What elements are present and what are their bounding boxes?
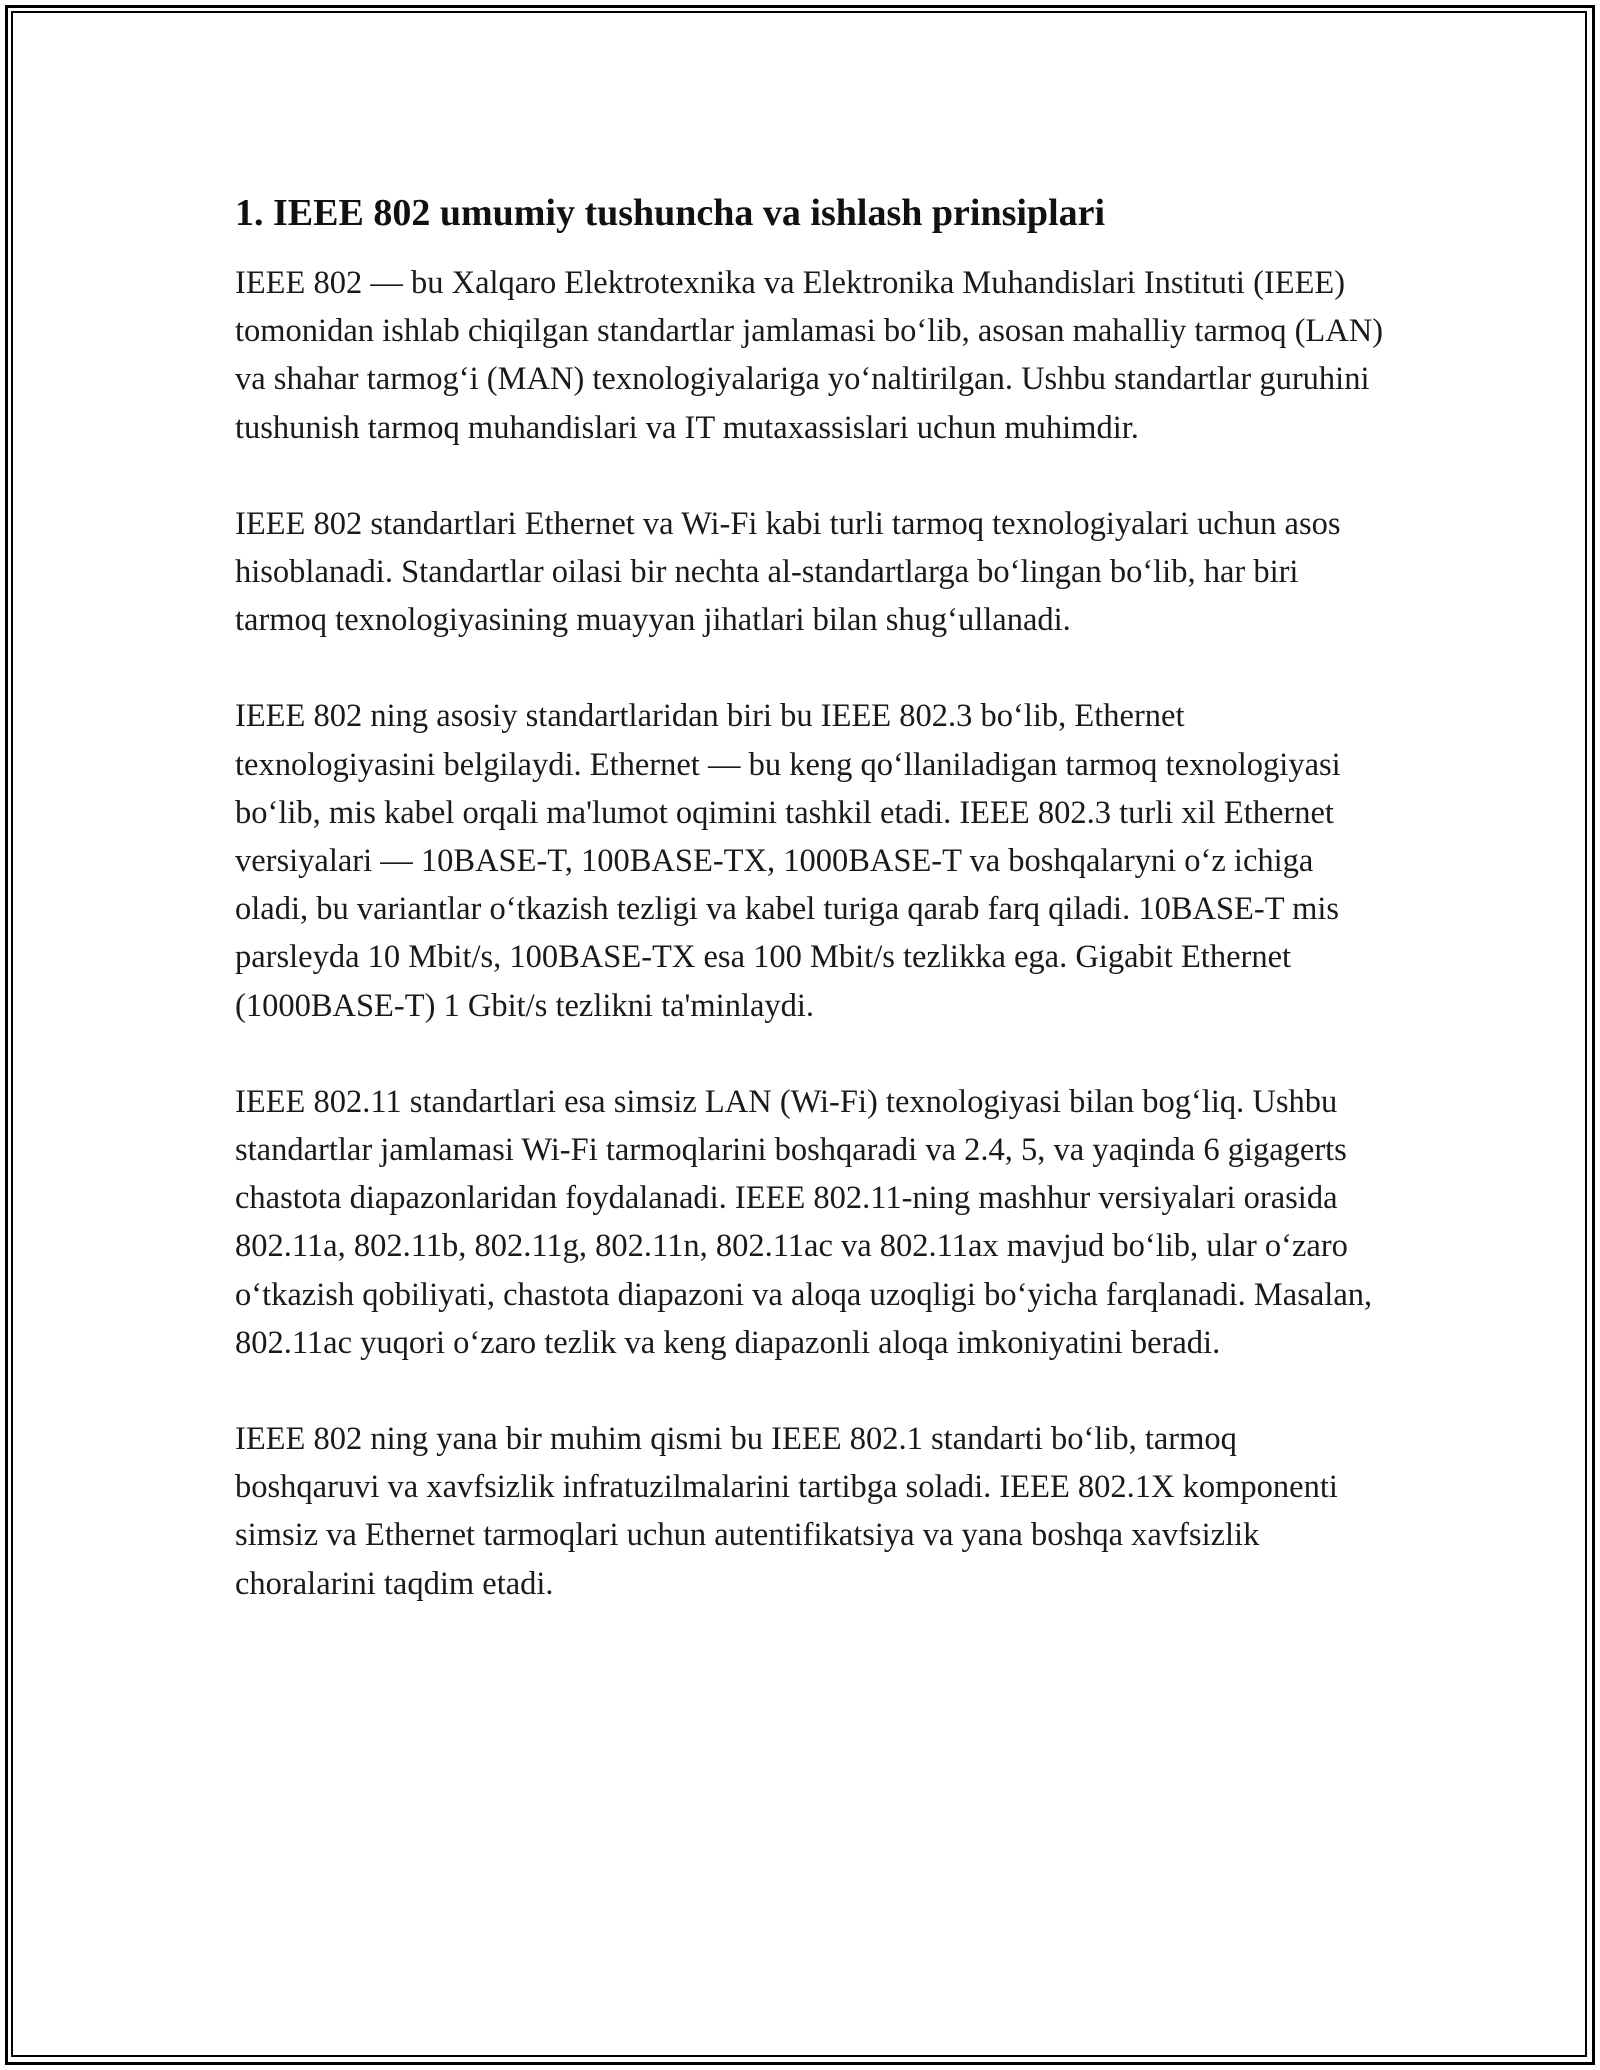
paragraph-ieee-802-11-wifi: IEEE 802.11 standartlari esa simsiz LAN (Wi-Fi) texnologiyasi bilan bog‘liq. Ushbu standartlar jamlamasi Wi-Fi tarmoqlarini boshqaradi va 2.4, 5, va yaqinda 6 gigagerts chastota diapazonlaridan foydalanadi. IEEE 802.11-ning mashhur versiyalari orasida 802.11a, 802.11b, 802.11g, 802.11n, 802.11ac va 802.11ax mavjud bo‘lib, ular o‘zaro o‘tkazish qobiliyati, chastota diapazoni va aloqa uzoqligi bo‘yicha farqlanadi. Masalan, 802.11ac yuqori o‘zaro tezlik va keng diapazonli aloqa imkoniyatini beradi. bbox=[235, 1083, 1373, 1361]
paragraph-ieee-802-intro: IEEE 802 — bu Xalqaro Elektrotexnika va Elektronika Muhandislari Instituti (IEEE) tomonidan ishlab chiqilgan standartlar jamlamasi bo‘lib, asosan mahalliy tarmoq (LAN) va shahar tarmog‘i (MAN) texnologiyalariga yo‘naltirilgan. Ushbu standartlar guruhini tushunish tarmoq muhandislari va IT mutaxassislari uchun muhimdir. bbox=[235, 265, 1384, 446]
paragraph-ieee-802-1-security: IEEE 802 ning yana bir muhim qismi bu IEEE 802.1 standarti bo‘lib, tarmoq boshqaruvi va xavfsizlik infratuzilmalarini tartibga soladi. IEEE 802.1X komponenti simsiz va Ethernet tarmoqlari uchun autentifikatsiya va yana boshqa xavfsizlik choralarini taqdim etadi. bbox=[235, 1421, 1338, 1602]
paragraph-ieee-802-basis: IEEE 802 standartlari Ethernet va Wi-Fi kabi turli tarmoq texnologiyalari uchun asos hisoblanadi. Standartlar oilasi bir nechta al-standartlarga bo‘lingan bo‘lib, har biri tarmoq texnologiyasining muayyan jihatlari bilan shug‘ullanadi. bbox=[235, 505, 1341, 639]
document-body bbox=[235, 183, 1385, 1608]
paragraph-ieee-802-3-ethernet: IEEE 802 ning asosiy standartlaridan biri bu IEEE 802.3 bo‘lib, Ethernet texnologiyasini belgilaydi. Ethernet — bu keng qo‘llaniladigan tarmoq texnologiyasi bo‘lib, mis kabel orqali ma'lumot oqimini tashkil etadi. IEEE 802.3 turli xil Ethernet versiyalari — 10BASE-T, 100BASE-TX, 1000BASE-T va boshqalaryni o‘z ichiga oladi, bu variantlar o‘tkazish tezligi va kabel turiga qarab farq qiladi. 10BASE-T mis parsleyda 10 Mbit/s, 100BASE-TX esa 100 Mbit/s tezlikka ega. Gigabit Ethernet (1000BASE-T) 1 Gbit/s tezlikni ta'minlaydi. bbox=[235, 698, 1341, 1024]
section-heading: 1. IEEE 802 umumiy tushuncha va ishlash prinsiplari bbox=[235, 192, 1106, 234]
